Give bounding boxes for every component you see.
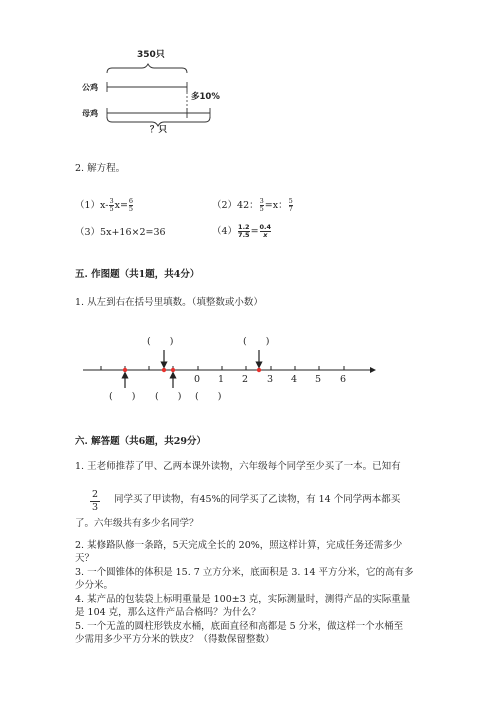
diagram-total-label: 350只: [137, 50, 165, 60]
eq4-fraction-2: [260, 224, 272, 239]
top-answer-blank-2[interactable]: ( ): [243, 336, 270, 347]
tick-label-1: 1: [218, 374, 225, 385]
section5-title: 五. 作图题（共1题，共4分）: [75, 269, 200, 280]
eq1-fraction-2: [129, 198, 133, 213]
point-d: [257, 368, 261, 372]
equation-2: [212, 198, 294, 213]
eq1-fraction-1: [109, 198, 113, 213]
s6-q5-line1: 5. 一个无盖的圆柱形铁皮水桶，底面直径和高都是 5 分米，做这样一个水桶至: [75, 621, 404, 632]
eq4-f2-num: 0.4: [259, 223, 272, 231]
s6-q1-frac-num: 2: [91, 489, 99, 500]
s6-q1-line1: 1. 王老师推荐了甲、乙两本课外读物，六年级每个同学至少买了一本。已知有: [75, 461, 401, 472]
eq2-mid: =x：: [264, 200, 288, 211]
eq1-f2-den: 5: [128, 205, 134, 213]
eq4-prefix: （4）: [212, 226, 238, 237]
diagram-row2-label: 母鸡: [82, 109, 98, 118]
eq4-f2-den: x: [263, 231, 268, 239]
tick-label-3: 3: [267, 374, 274, 385]
s6-q3-line2: 少分米。: [75, 580, 114, 591]
eq2-f2-den: 7: [288, 205, 293, 213]
s6-q5-line2: 少需用多少平方分米的铁皮？（得数保留整数）: [75, 634, 275, 645]
s6-q3-line1: 3. 一个圆锥体的体积是 15. 7 立方分米，底面积是 3. 14 平方分米，它的高有多: [75, 567, 414, 578]
bottom-answer-blank-3[interactable]: ( ): [195, 391, 222, 402]
eq4-mid: =: [250, 226, 259, 237]
eq2-fraction-2: [289, 198, 293, 213]
eq2-prefix: （2）42：: [212, 200, 259, 211]
eq2-f1-num: 3: [259, 197, 264, 205]
eq4-fraction-1: [238, 224, 250, 239]
diagram-row1-label: 公鸡: [82, 83, 98, 92]
equation-3: （3）5x+16×2=36: [75, 227, 166, 238]
section5-q1: 1. 从左到右在括号里填数。（填整数或小数）: [75, 297, 263, 308]
diagram-extra-label: 多10%: [191, 92, 220, 102]
eq1-f1-num: 3: [109, 197, 114, 205]
diagram-unknown-label: ？只: [150, 125, 168, 135]
eq2-f2-num: 5: [288, 197, 293, 205]
equation-1: [75, 198, 134, 213]
tick-label-2: 2: [242, 374, 249, 385]
eq1-f1-den: 5: [109, 205, 114, 213]
point-a: [123, 368, 127, 372]
s6-q4-line1: 4. 某产品的包装袋上标明重量是 100±3 克，实际测量时，测得产品的实际重量: [75, 594, 411, 605]
eq2-fraction-1: [260, 198, 264, 213]
bottom-answer-blank-1[interactable]: ( ): [109, 391, 136, 402]
s6-q4-line2: 是 104 克，那么这件产品合格吗？为什么？: [75, 607, 261, 618]
q2-title: 2. 解方程。: [75, 163, 126, 174]
top-answer-blank-1[interactable]: ( ): [147, 336, 174, 347]
eq4-f1-den: 7.5: [238, 231, 250, 239]
equation-4: [212, 224, 272, 239]
eq1-prefix: （1）x-: [75, 200, 109, 211]
tick-label-4: 4: [291, 374, 298, 385]
tick-label-5: 5: [315, 374, 322, 385]
s6-q1-frac-den: 3: [91, 502, 99, 513]
s6-q1-fraction: [90, 489, 100, 514]
segment-diagram: [70, 50, 250, 140]
eq2-f1-den: 5: [259, 205, 264, 213]
s6-q1-line3: 了。六年级共有多少名同学？: [75, 518, 199, 529]
s6-q2-line2: 天？: [75, 553, 95, 564]
eq1-f2-num: 6: [128, 197, 134, 205]
eq4-f1-num: 1.2: [238, 223, 250, 231]
tick-label-6: 6: [340, 374, 347, 385]
point-c: [171, 368, 175, 372]
bottom-answer-blank-2[interactable]: ( ): [155, 391, 182, 402]
point-b: [162, 368, 166, 372]
number-line: [75, 330, 385, 410]
eq1-mid: x=: [114, 200, 128, 211]
tick-label-0: 0: [194, 374, 201, 385]
section6-title: 六. 解答题（共6题，共29分）: [75, 436, 206, 447]
s6-q1-line2: 同学买了甲读物，有45%的同学买了乙读物，有 14 个同学两本都买: [114, 494, 401, 505]
s6-q2-line1: 2. 某修路队修一条路，5天完成全长的 20%，照这样计算，完成任务还需多少: [75, 540, 403, 551]
